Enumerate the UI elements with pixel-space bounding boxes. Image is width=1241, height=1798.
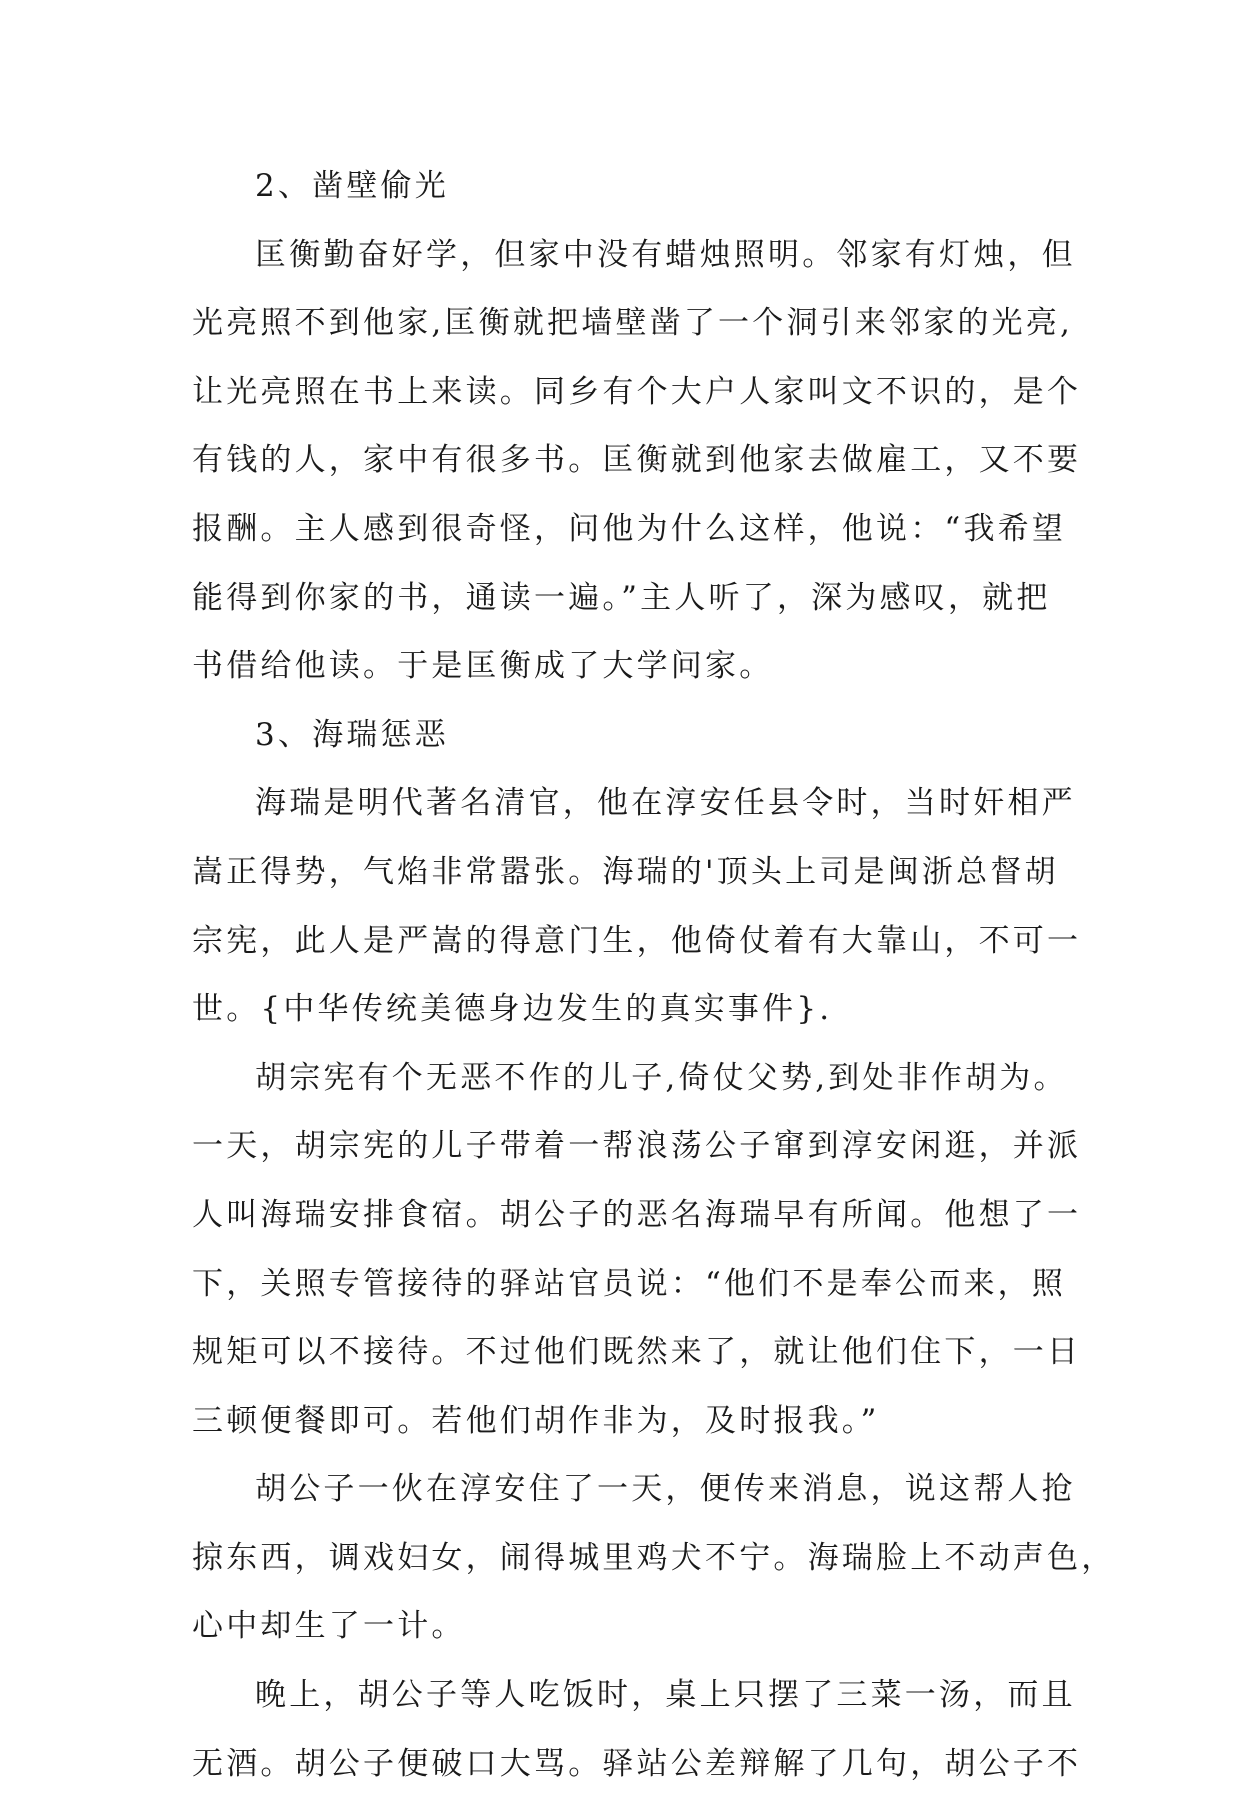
text-line: 3、海瑞惩恶 xyxy=(255,716,449,753)
document-body xyxy=(192,152,1116,1798)
text-line: 让光亮照在书上来读。同乡有个大户人家叫文不识的，是个 xyxy=(192,373,1082,410)
text-line: 世。{中华传统美德身边发生的真实事件}. xyxy=(192,991,833,1028)
text-line: 晚上，胡公子等人吃饭时，桌上只摆了三菜一汤，而且 xyxy=(255,1677,1076,1714)
text-line: 下，关照专管接待的驿站官员说：“他们不是奉公而来，照 xyxy=(192,1265,1067,1302)
text-line: 书借给他读。于是匡衡成了大学问家。 xyxy=(192,648,774,685)
text-line: 掠东西，调戏妇女，闹得城里鸡犬不宁。海瑞脸上不动声色， xyxy=(192,1539,1116,1576)
text-line: 规矩可以不接待。不过他们既然来了，就让他们住下，一日 xyxy=(192,1334,1082,1371)
text-line: 无酒。胡公子便破口大骂。驿站公差辩解了几句，胡公子不 xyxy=(192,1745,1082,1782)
text-line: 有钱的人，家中有很多书。匡衡就到他家去做雇工，又不要 xyxy=(192,442,1082,479)
text-line: 报酬。主人感到很奇怪，问他为什么这样，他说：“我希望 xyxy=(192,510,1067,547)
text-line: 心中却生了一计。 xyxy=(192,1608,466,1645)
text-line: 能得到你家的书，通读一遍。”主人听了，深为感叹，就把 xyxy=(192,579,1051,616)
text-line: 三顿便餐即可。若他们胡作非为，及时报我。” xyxy=(192,1402,880,1439)
text-line: 一天，胡宗宪的儿子带着一帮浪荡公子窜到淳安闲逛，并派 xyxy=(192,1128,1082,1165)
text-line: 人叫海瑞安排食宿。胡公子的恶名海瑞早有所闻。他想了一 xyxy=(192,1196,1082,1233)
text-line: 胡宗宪有个无恶不作的儿子,倚仗父势,到处非作胡为。 xyxy=(255,1059,1068,1096)
text-line: 2、凿壁偷光 xyxy=(255,168,449,204)
text-line: 嵩正得势，气焰非常嚣张。海瑞的'顶头上司是闽浙总督胡 xyxy=(192,853,1059,890)
text-line: 宗宪，此人是严嵩的得意门生，他倚仗着有大靠山，不可一 xyxy=(192,922,1082,959)
text-line: 胡公子一伙在淳安住了一天，便传来消息，说这帮人抢 xyxy=(255,1471,1076,1508)
text-line: 光亮照不到他家,匡衡就把墙壁凿了一个洞引来邻家的光亮, xyxy=(192,305,1074,342)
text-line: 匡衡勤奋好学，但家中没有蜡烛照明。邻家有灯烛，但 xyxy=(255,236,1076,273)
text-line: 海瑞是明代著名清官，他在淳安任县令时，当时奸相严 xyxy=(255,785,1076,822)
